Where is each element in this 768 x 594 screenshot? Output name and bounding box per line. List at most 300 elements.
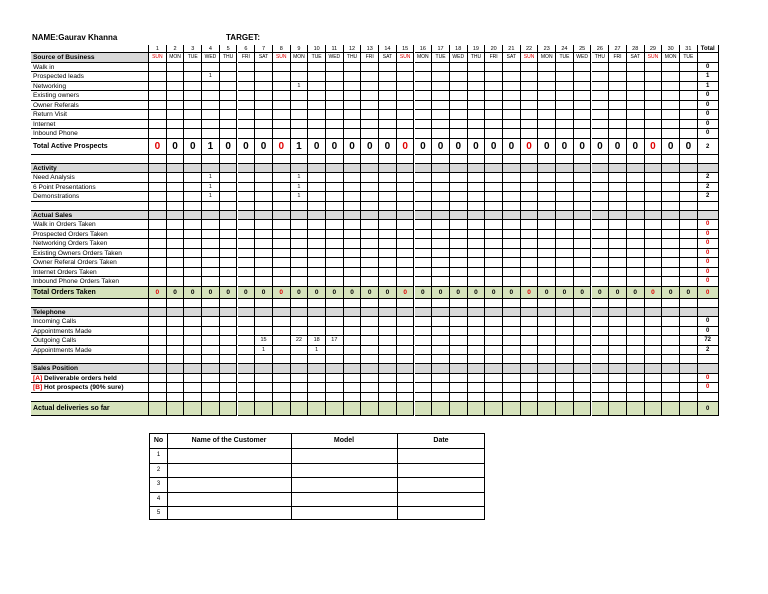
day-number: 2: [167, 45, 185, 53]
day-cell: [680, 402, 698, 416]
day-cell: [609, 374, 627, 384]
day-cell: [432, 82, 450, 92]
day-cell: [538, 155, 556, 164]
section-title: Activity: [31, 164, 149, 174]
day-cell: [202, 249, 220, 259]
day-cell: [432, 277, 450, 287]
day-cell: [432, 346, 450, 356]
day-cell: [468, 268, 486, 278]
day-cell: 0: [645, 139, 663, 155]
day-number: 6: [238, 45, 256, 53]
day-cell: [485, 183, 503, 193]
day-cell: [326, 383, 344, 393]
day-cell: [273, 327, 291, 337]
day-cell: [450, 110, 468, 120]
day-cell: [379, 110, 397, 120]
day-cell: [521, 101, 539, 111]
day-cell: 0: [556, 287, 574, 299]
day-cell: [574, 249, 592, 259]
day-cell: [592, 364, 610, 374]
day-cell: [432, 268, 450, 278]
day-cell: [379, 327, 397, 337]
day-name: FRI: [485, 53, 503, 63]
day-cell: [397, 82, 415, 92]
day-number: 29: [645, 45, 663, 53]
day-cell: [680, 258, 698, 268]
day-cell: [574, 129, 592, 139]
day-cell: [167, 258, 185, 268]
day-cell: [344, 110, 362, 120]
day-cell: 0: [149, 287, 167, 299]
day-cell: [273, 317, 291, 327]
day-cell: [592, 72, 610, 82]
day-cell: [538, 220, 556, 230]
day-cell: [184, 402, 202, 416]
row-total: 0: [698, 120, 719, 130]
day-cell: [680, 155, 698, 164]
customer-row-number: 4: [156, 495, 161, 502]
day-cell: [556, 230, 574, 240]
day-cell: [397, 336, 415, 346]
day-cell: 1: [202, 192, 220, 202]
day-number: 23: [538, 45, 556, 53]
day-cell: 0: [485, 139, 503, 155]
day-cell: [645, 393, 663, 402]
day-cell: [574, 258, 592, 268]
day-cell: [361, 402, 379, 416]
day-cell: [255, 308, 273, 318]
day-cell: [397, 164, 415, 174]
day-cell: [432, 110, 450, 120]
day-cell: [255, 164, 273, 174]
day-cell: [326, 402, 344, 416]
day-cell: [379, 192, 397, 202]
day-cell: [238, 211, 256, 221]
row-prefix: [A]: [33, 374, 44, 382]
day-cell: [680, 91, 698, 101]
day-cell: [202, 327, 220, 337]
day-cell: [326, 327, 344, 337]
day-cell: [238, 164, 256, 174]
day-cell: [326, 202, 344, 211]
day-cell: [609, 402, 627, 416]
day-number: 15: [397, 45, 415, 53]
day-cell: [432, 308, 450, 318]
day-name: WED: [326, 53, 344, 63]
day-cell: [450, 129, 468, 139]
day-cell: [485, 230, 503, 240]
row-total: 2: [698, 173, 719, 183]
day-cell: [308, 239, 326, 249]
day-cell: [220, 192, 238, 202]
day-cell: [238, 101, 256, 111]
day-cell: [255, 249, 273, 259]
day-cell: [149, 220, 167, 230]
day-cell: [609, 393, 627, 402]
day-cell: [680, 129, 698, 139]
day-cell: [379, 82, 397, 92]
day-cell: [538, 230, 556, 240]
day-cell: [273, 211, 291, 221]
day-cell: [432, 155, 450, 164]
day-number: 31: [680, 45, 698, 53]
day-cell: [485, 346, 503, 356]
customer-table-header-no: No: [153, 437, 164, 444]
day-cell: [415, 82, 433, 92]
day-cell: [379, 308, 397, 318]
day-cell: [361, 230, 379, 240]
day-name: SUN: [273, 53, 291, 63]
day-cell: [432, 120, 450, 130]
day-cell: [220, 355, 238, 364]
day-cell: [521, 336, 539, 346]
day-cell: 0: [202, 287, 220, 299]
day-cell: [326, 82, 344, 92]
day-cell: [432, 63, 450, 73]
day-cell: [397, 355, 415, 364]
day-cell: [361, 164, 379, 174]
day-cell: [609, 164, 627, 174]
day-cell: [397, 120, 415, 130]
day-cell: [521, 327, 539, 337]
day-cell: [149, 101, 167, 111]
day-cell: [485, 91, 503, 101]
day-cell: [344, 364, 362, 374]
day-cell: [538, 91, 556, 101]
day-cell: [521, 110, 539, 120]
day-cell: [273, 220, 291, 230]
day-cell: [680, 317, 698, 327]
row-label: [31, 393, 149, 402]
day-cell: [397, 393, 415, 402]
day-cell: [468, 230, 486, 240]
day-cell: [592, 374, 610, 384]
day-cell: [149, 393, 167, 402]
day-cell: [609, 308, 627, 318]
day-cell: [344, 120, 362, 130]
day-cell: [538, 192, 556, 202]
day-cell: [432, 258, 450, 268]
day-cell: [468, 402, 486, 416]
day-cell: [574, 364, 592, 374]
day-cell: [361, 374, 379, 384]
day-cell: [680, 355, 698, 364]
day-cell: [167, 299, 185, 308]
day-cell: [308, 72, 326, 82]
day-cell: [538, 402, 556, 416]
day-cell: [255, 239, 273, 249]
day-cell: [220, 120, 238, 130]
day-cell: [308, 91, 326, 101]
day-cell: [503, 239, 521, 249]
day-cell: [503, 183, 521, 193]
day-cell: 0: [468, 287, 486, 299]
day-cell: [521, 72, 539, 82]
day-cell: [503, 383, 521, 393]
row-total: 0: [698, 287, 719, 299]
day-cell: [450, 120, 468, 130]
day-cell: [485, 63, 503, 73]
day-cell: [680, 239, 698, 249]
day-cell: [680, 211, 698, 221]
day-cell: [592, 164, 610, 174]
day-cell: [308, 258, 326, 268]
row-divider: [150, 477, 484, 478]
day-cell: [397, 239, 415, 249]
day-cell: 0: [308, 139, 326, 155]
day-cell: [291, 299, 309, 308]
day-cell: [662, 277, 680, 287]
day-cell: [184, 364, 202, 374]
day-name: WED: [574, 53, 592, 63]
row-label: Need Analysis: [31, 173, 149, 183]
day-cell: [592, 308, 610, 318]
day-cell: [361, 277, 379, 287]
day-cell: [149, 155, 167, 164]
day-cell: 0: [503, 139, 521, 155]
day-cell: [574, 402, 592, 416]
day-cell: [379, 202, 397, 211]
day-cell: [220, 164, 238, 174]
day-cell: [255, 268, 273, 278]
row-label: Demonstrations: [31, 192, 149, 202]
day-cell: [149, 110, 167, 120]
day-cell: 0: [184, 287, 202, 299]
day-cell: [662, 202, 680, 211]
day-cell: [167, 239, 185, 249]
day-cell: [415, 230, 433, 240]
day-cell: [503, 192, 521, 202]
row-total: 0: [698, 220, 719, 230]
day-cell: [361, 63, 379, 73]
day-cell: [238, 364, 256, 374]
day-cell: [184, 220, 202, 230]
day-name: SAT: [255, 53, 273, 63]
total-header: Total: [698, 45, 719, 53]
day-cell: [432, 173, 450, 183]
day-cell: [397, 202, 415, 211]
day-cell: 0: [538, 287, 556, 299]
day-cell: [415, 72, 433, 82]
day-cell: 0: [432, 287, 450, 299]
day-cell: [379, 249, 397, 259]
day-cell: [220, 110, 238, 120]
day-cell: [521, 239, 539, 249]
day-cell: [308, 364, 326, 374]
day-cell: [556, 364, 574, 374]
day-cell: [397, 249, 415, 259]
day-number: 10: [308, 45, 326, 53]
day-cell: 0: [273, 287, 291, 299]
day-cell: [574, 211, 592, 221]
day-cell: [184, 110, 202, 120]
day-cell: [308, 230, 326, 240]
day-cell: [468, 110, 486, 120]
day-cell: [592, 183, 610, 193]
day-cell: [255, 393, 273, 402]
day-cell: [184, 355, 202, 364]
day-cell: [415, 220, 433, 230]
day-cell: [592, 101, 610, 111]
day-cell: [680, 277, 698, 287]
day-cell: [344, 192, 362, 202]
day-cell: [379, 402, 397, 416]
day-cell: [379, 72, 397, 82]
day-cell: [415, 101, 433, 111]
day-cell: [273, 202, 291, 211]
day-cell: [344, 202, 362, 211]
day-number: 8: [273, 45, 291, 53]
day-cell: [556, 346, 574, 356]
day-cell: [344, 258, 362, 268]
day-cell: [574, 220, 592, 230]
day-cell: [379, 63, 397, 73]
day-cell: [184, 336, 202, 346]
day-cell: [468, 277, 486, 287]
day-cell: [379, 336, 397, 346]
day-cell: [273, 249, 291, 259]
day-cell: [238, 82, 256, 92]
day-cell: [662, 129, 680, 139]
day-cell: [184, 183, 202, 193]
row-label: Networking Orders Taken: [31, 239, 149, 249]
day-cell: [627, 202, 645, 211]
day-cell: [468, 129, 486, 139]
day-cell: [485, 317, 503, 327]
day-cell: [255, 355, 273, 364]
day-cell: [220, 268, 238, 278]
day-cell: [556, 120, 574, 130]
row-total: 0: [698, 63, 719, 73]
day-cell: [167, 63, 185, 73]
day-cell: [432, 192, 450, 202]
day-cell: [627, 364, 645, 374]
day-cell: [503, 355, 521, 364]
day-cell: [415, 268, 433, 278]
day-cell: [592, 129, 610, 139]
day-cell: 0: [485, 287, 503, 299]
day-cell: [680, 101, 698, 111]
customer-row-number: 1: [156, 452, 161, 458]
day-cell: [255, 101, 273, 111]
day-cell: [184, 299, 202, 308]
day-cell: [361, 317, 379, 327]
day-cell: [645, 364, 663, 374]
day-cell: [662, 211, 680, 221]
row-total: 0: [698, 277, 719, 287]
day-cell: [238, 258, 256, 268]
day-cell: [627, 110, 645, 120]
row-total: 0: [698, 249, 719, 259]
day-cell: [167, 346, 185, 356]
day-cell: [184, 72, 202, 82]
day-cell: [361, 355, 379, 364]
day-cell: [184, 239, 202, 249]
day-cell: [184, 277, 202, 287]
day-cell: [627, 355, 645, 364]
day-cell: [609, 110, 627, 120]
day-cell: [415, 120, 433, 130]
day-cell: [149, 327, 167, 337]
day-cell: [645, 249, 663, 259]
day-cell: [609, 383, 627, 393]
day-cell: [255, 202, 273, 211]
day-cell: [662, 120, 680, 130]
day-cell: [468, 211, 486, 221]
day-cell: [556, 91, 574, 101]
day-name: FRI: [361, 53, 379, 63]
day-cell: [485, 249, 503, 259]
day-cell: [255, 327, 273, 337]
day-cell: [609, 72, 627, 82]
day-cell: [574, 202, 592, 211]
day-cell: 1: [308, 346, 326, 356]
day-cell: [255, 192, 273, 202]
day-cell: [397, 91, 415, 101]
day-cell: [503, 101, 521, 111]
day-number: 14: [379, 45, 397, 53]
day-cell: [609, 101, 627, 111]
day-cell: [308, 173, 326, 183]
day-cell: [379, 346, 397, 356]
day-cell: [167, 164, 185, 174]
target-label: TARGET:: [226, 33, 261, 42]
day-cell: [521, 91, 539, 101]
day-cell: [415, 317, 433, 327]
row-total: 0: [698, 110, 719, 120]
day-cell: [415, 393, 433, 402]
day-number: 21: [503, 45, 521, 53]
day-name: TUE: [680, 53, 698, 63]
day-cell: 1: [255, 346, 273, 356]
day-cell: [361, 202, 379, 211]
day-cell: [521, 374, 539, 384]
row-label: Appointments Made: [31, 346, 149, 356]
day-cell: [627, 299, 645, 308]
day-cell: 0: [308, 287, 326, 299]
day-cell: [627, 220, 645, 230]
day-cell: [450, 277, 468, 287]
day-cell: [255, 82, 273, 92]
day-cell: [450, 173, 468, 183]
day-cell: [468, 192, 486, 202]
day-cell: [450, 63, 468, 73]
day-cell: [415, 202, 433, 211]
day-cell: [361, 258, 379, 268]
row-label: Inbound Phone: [31, 129, 149, 139]
day-cell: [468, 82, 486, 92]
day-cell: [468, 327, 486, 337]
day-cell: [680, 268, 698, 278]
day-cell: [627, 258, 645, 268]
day-cell: [556, 72, 574, 82]
day-cell: [149, 268, 167, 278]
day-cell: [379, 211, 397, 221]
day-cell: [538, 164, 556, 174]
day-cell: [415, 183, 433, 193]
section-title: Actual Sales: [31, 211, 149, 221]
day-cell: 0: [149, 139, 167, 155]
day-cell: [397, 374, 415, 384]
day-cell: [184, 129, 202, 139]
day-cell: [538, 202, 556, 211]
row-label: Internet Orders Taken: [31, 268, 149, 278]
day-cell: [450, 183, 468, 193]
row-total: 0: [698, 230, 719, 240]
day-cell: [291, 308, 309, 318]
day-cell: [326, 308, 344, 318]
day-cell: [220, 155, 238, 164]
